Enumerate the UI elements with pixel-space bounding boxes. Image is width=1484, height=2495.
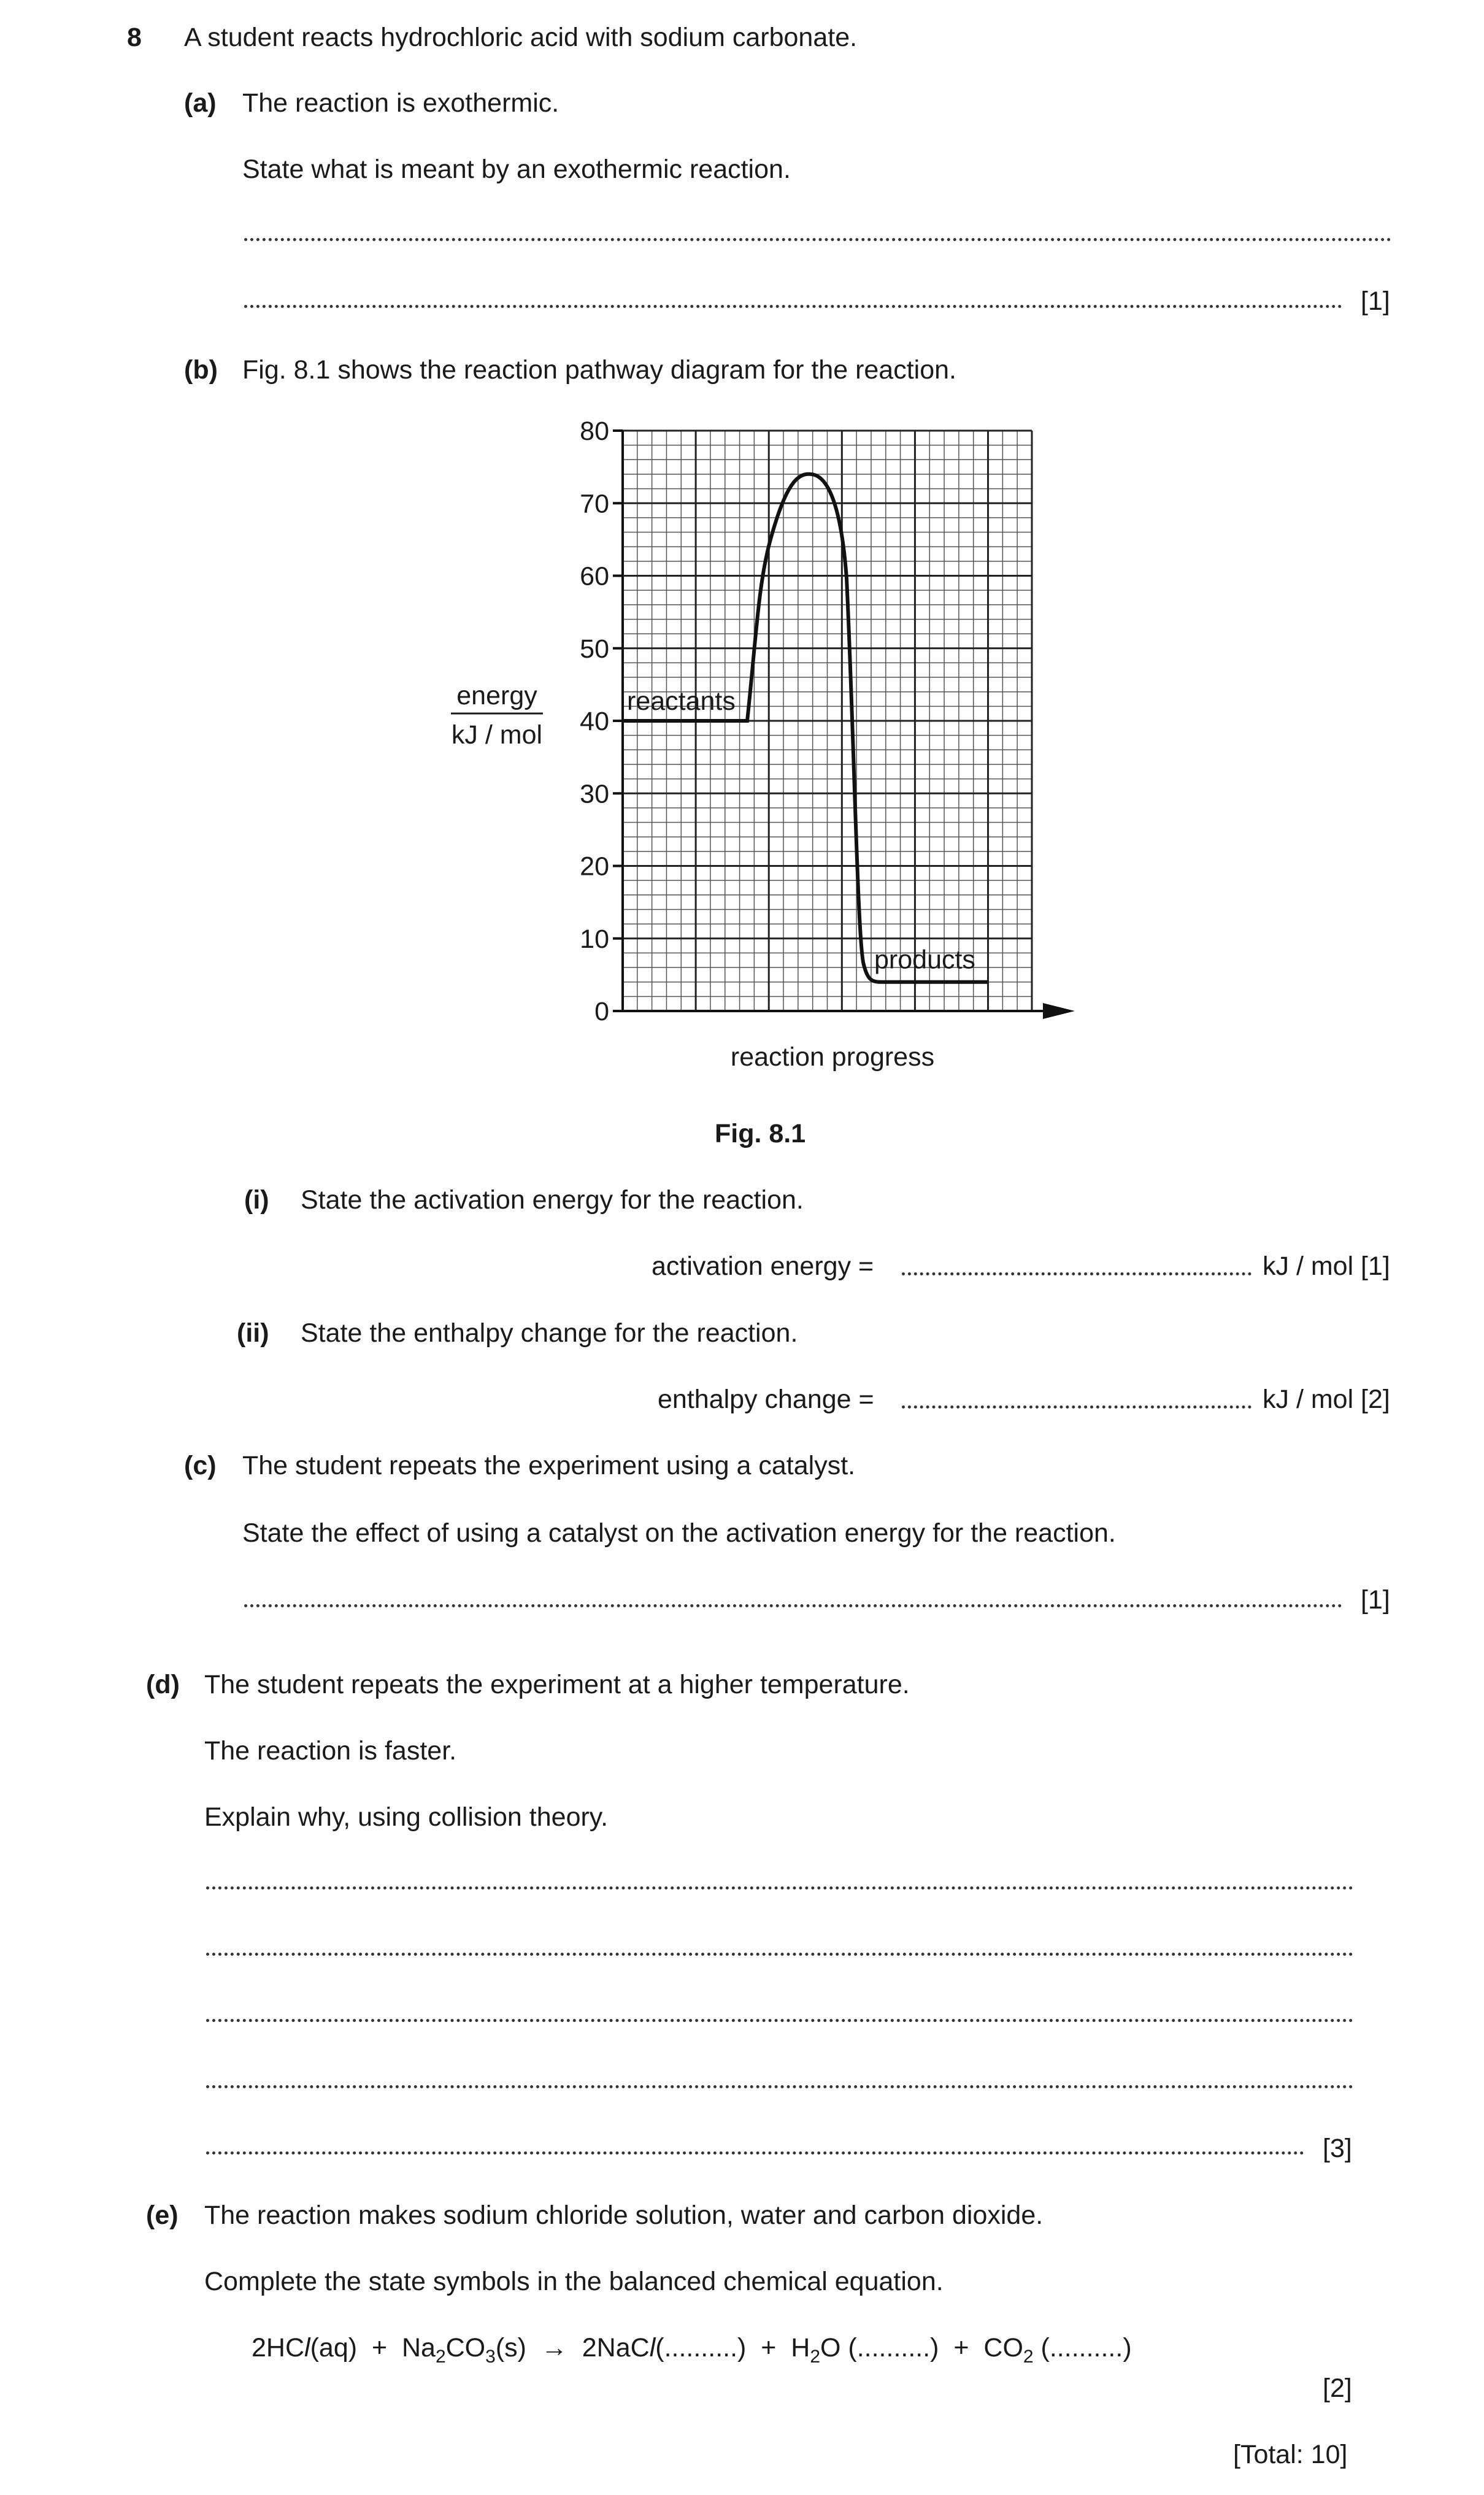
answer-line-d2[interactable] — [206, 1953, 1353, 1956]
activation-energy-unit: kJ / mol — [1263, 1251, 1354, 1281]
chart-y-ticks — [580, 417, 623, 1026]
x-axis-arrowhead — [1043, 1003, 1075, 1019]
eq-cl-symbol: l — [649, 2333, 656, 2362]
y-tick-label: 50 — [580, 634, 609, 664]
y-axis-label-quantity: energy — [456, 681, 537, 710]
part-b-i-marks: [1] — [1361, 1251, 1390, 1281]
eq-cl-symbol: l — [304, 2333, 310, 2362]
y-tick-label: 60 — [580, 561, 609, 591]
part-a-label: (a) — [184, 88, 217, 118]
y-tick-label: 30 — [580, 779, 609, 809]
enthalpy-change-label: enthalpy change = — [658, 1385, 874, 1414]
products-annotation: products — [874, 945, 975, 975]
part-e-statement: The reaction makes sodium chloride solution, water and carbon dioxide. — [204, 2201, 1044, 2230]
y-tick-label: 80 — [580, 417, 609, 446]
figure-caption: Fig. 8.1 — [715, 1119, 806, 1148]
eq-part: CO — [445, 2333, 486, 2362]
eq-subscript: 3 — [485, 2347, 496, 2367]
part-b-i-label: (i) — [244, 1185, 269, 1215]
eq-part: (s) → 2NaC — [495, 2333, 650, 2362]
reactants-annotation: reactants — [627, 686, 736, 716]
part-c-statement: The student repeats the experiment using a catalyst. — [242, 1451, 856, 1480]
part-e-label: (e) — [146, 2201, 179, 2230]
y-tick-label: 10 — [580, 924, 609, 954]
eq-part: (aq) + Na — [310, 2333, 436, 2362]
eq-part: 2HC — [252, 2333, 305, 2362]
part-e-marks: [2] — [1323, 2374, 1352, 2403]
y-tick-label: 20 — [580, 852, 609, 882]
part-d-marks: [3] — [1323, 2134, 1352, 2163]
part-b-ii-prompt: State the enthalpy change for the reaction. — [301, 1318, 798, 1348]
part-b-statement: Fig. 8.1 shows the reaction pathway diagram for the reaction. — [242, 355, 957, 385]
eq-subscript: 2 — [810, 2347, 820, 2367]
part-d-statement: The student repeats the experiment at a higher temperature. — [204, 1670, 910, 1699]
enthalpy-change-answer[interactable] — [902, 1405, 1251, 1409]
enthalpy-change-unit: kJ / mol — [1263, 1385, 1354, 1414]
x-axis-label: reaction progress — [730, 1042, 935, 1072]
part-d-label: (d) — [146, 1670, 180, 1699]
activation-energy-label: activation energy = — [652, 1251, 874, 1281]
chemical-equation — [252, 2333, 1132, 2367]
part-c-marks: [1] — [1361, 1585, 1390, 1615]
y-tick-label: 70 — [580, 489, 609, 519]
part-d-statement2: The reaction is faster. — [204, 1736, 457, 1766]
part-a-statement: The reaction is exothermic. — [242, 88, 559, 118]
answer-line-d4[interactable] — [206, 2085, 1353, 2088]
chart-axes — [623, 431, 1075, 1019]
part-e-prompt: Complete the state symbols in the balanced chemical equation. — [204, 2267, 944, 2296]
eq-state-h2o[interactable]: O (..........) + CO — [820, 2333, 1023, 2362]
y-tick-label: 0 — [594, 997, 609, 1026]
part-b-ii-label: (ii) — [237, 1318, 269, 1348]
energy-curve — [623, 474, 988, 982]
part-b-i-prompt: State the activation energy for the reaction. — [301, 1185, 804, 1215]
y-axis-label-unit: kJ / mol — [451, 720, 543, 750]
answer-line-d3[interactable] — [206, 2019, 1353, 2022]
part-a-prompt: State what is meant by an exothermic reaction. — [242, 155, 791, 184]
eq-subscript: 2 — [1023, 2347, 1034, 2367]
question-number: 8 — [127, 23, 142, 52]
eq-subscript: 2 — [435, 2347, 446, 2367]
part-a-marks: [1] — [1361, 286, 1390, 316]
question-intro: A student reacts hydrochloric acid with sodium carbonate. — [184, 23, 858, 52]
reaction-pathway-chart — [0, 0, 1484, 1092]
part-c-prompt: State the effect of using a catalyst on the activation energy for the reaction. — [242, 1518, 1116, 1548]
question-total: [Total: 10] — [1233, 2440, 1348, 2469]
part-b-ii-marks: [2] — [1361, 1385, 1390, 1414]
eq-state-nacl[interactable]: (..........) + H — [655, 2333, 810, 2362]
part-c-label: (c) — [184, 1451, 217, 1480]
y-tick-label: 40 — [580, 707, 609, 736]
eq-state-co2[interactable]: (..........) — [1033, 2333, 1132, 2362]
part-b-label: (b) — [184, 355, 218, 385]
answer-line-d5[interactable] — [206, 2151, 1304, 2155]
part-d-prompt: Explain why, using collision theory. — [204, 1802, 609, 1832]
answer-line-d1[interactable] — [206, 1886, 1353, 1890]
answer-line-c1[interactable] — [244, 1604, 1342, 1607]
activation-energy-answer[interactable] — [902, 1272, 1251, 1275]
